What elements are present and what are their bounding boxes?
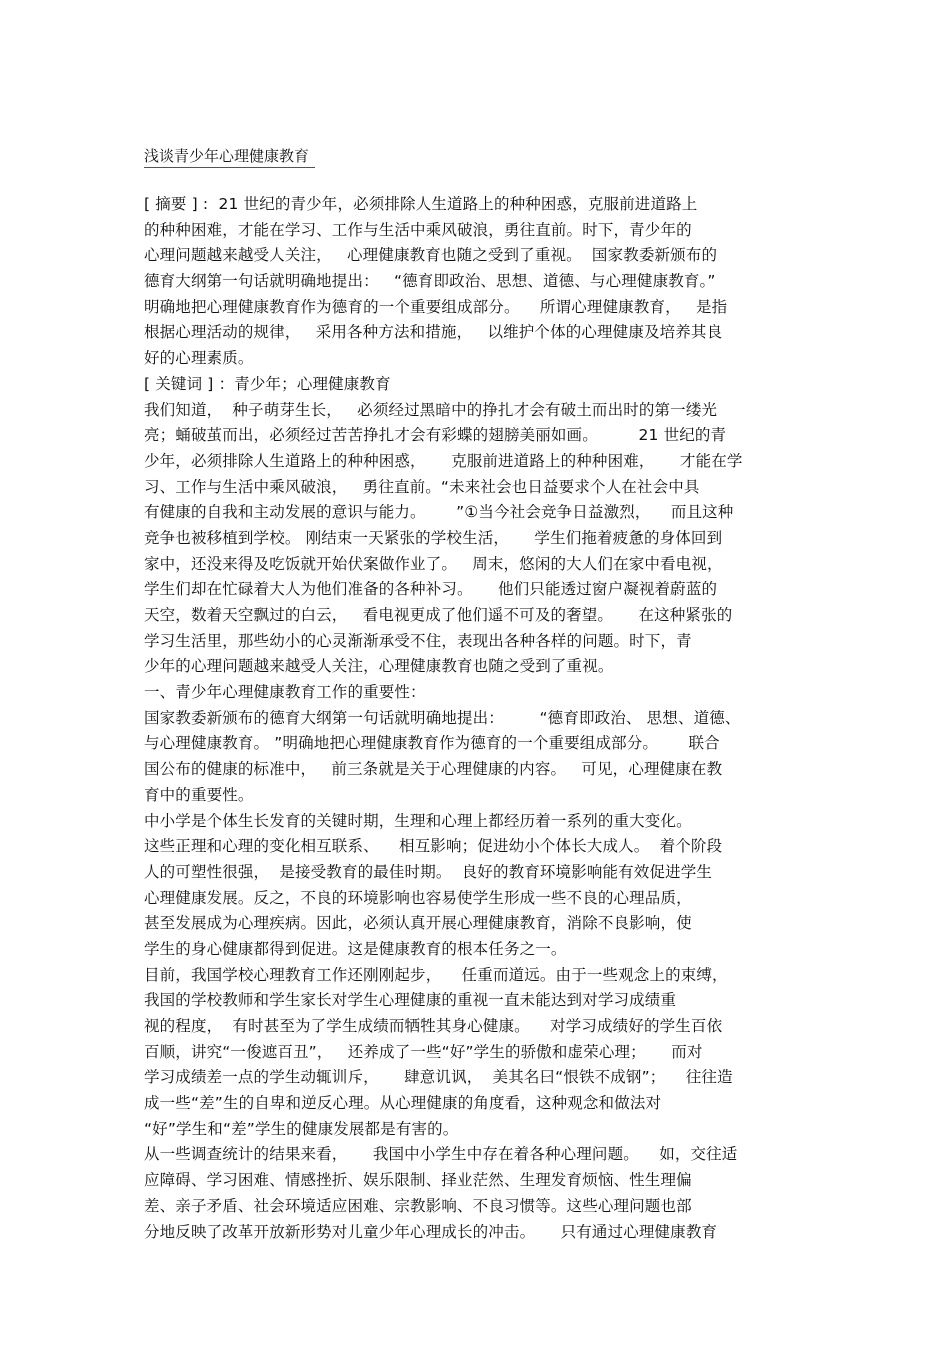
text-line: 我们知道， 种子萌芽生长， 必须经过黑暗中的挣扎才会有破土而出时的第一缕光: [144, 400, 718, 419]
text-line: 成一些“差”生的自卑和逆反心理。从心理健康的角度看，这种观念和做法对: [144, 1094, 662, 1113]
text-line: 国公布的健康的标准中， 前三条就是关于心理健康的内容。 可见，心理健康在教: [144, 760, 723, 779]
text-line: 一、青少年心理健康教育工作的重要性：: [144, 683, 426, 702]
text-line: 学习成绩差一点的学生动辄训斥， 肆意讥讽， 美其名曰“恨铁不成钢”； 往往造: [144, 1068, 733, 1087]
text-line: 学习生活里，那些幼小的心灵渐渐承受不住，表现出各种各样的问题。时下，青: [144, 631, 692, 650]
text-line: 这些正理和心理的变化相互联系、 相互影响；促进幼小个体长大成人。 着个阶段: [144, 837, 723, 856]
text-line: 人的可塑性很强， 是接受教育的最佳时期。 良好的教育环境影响能有效促进学生: [144, 862, 713, 881]
text-line: [ 关键词 ] ：青少年；心理健康教育: [144, 374, 391, 393]
text-line: 学生的身心健康都得到促进。这是健康教育的根本任务之一。: [144, 939, 567, 958]
text-line: 家中，还没来得及吃饭就开始伏案做作业了。 周末，悠闲的大人们在家中看电视，: [144, 554, 723, 573]
text-line: 的种种困难，才能在学习、工作与生活中乘风破浪，勇往直前。时下，青少年的: [144, 220, 692, 239]
text-line: 与心理健康教育。 ”明确地把心理健康教育作为德育的一个重要组成部分。 联合: [144, 734, 720, 753]
text-line: 习、工作与生活中乘风破浪， 勇往直前。“未来社会也日益要求个人在社会中具: [144, 477, 700, 496]
text-line: 亮；蛹破茧而出，必须经过苦苦挣扎才会有彩蝶的翅膀美丽如画。 21 世纪的青: [144, 426, 727, 445]
text-line: 少年的心理问题越来越受人关注，心理健康教育也随之受到了重视。: [144, 657, 614, 676]
text-line: 我国的学校教师和学生家长对学生心理健康的重视一直未能达到对学习成绩重: [144, 991, 677, 1010]
text-line: 有健康的自我和主动发展的意识与能力。 ”①当今社会竞争日益激烈， 而且这种: [144, 503, 734, 522]
document-body: [144, 192, 824, 1245]
text-line: 明确地把心理健康教育作为德育的一个重要组成部分。 所谓心理健康教育， 是指: [144, 297, 728, 316]
text-line: “好”学生和“差”学生的健康发展都是有害的。: [144, 1119, 459, 1138]
text-line: 甚至发展成为心理疾病。因此，必须认真开展心理健康教育，消除不良影响，使: [144, 914, 692, 933]
text-line: 心理问题越来越受人关注， 心理健康教育也随之受到了重视。 国家教委新颁布的: [144, 246, 718, 265]
text-line: 视的程度， 有时甚至为了学生成绩而牺牲其身心健康。 对学习成绩好的学生百依: [144, 1017, 723, 1035]
text-line: 竞争也被移植到学校。 刚结束一天紧张的学校生活， 学生们拖着疲惫的身体回到: [144, 528, 723, 547]
document-title: 浅谈青少年心理健康教育: [144, 146, 315, 168]
text-line: [ 摘要 ] : 21 世纪的青少年，必须排除人生道路上的种种困惑，克服前进道路上: [144, 195, 698, 213]
text-line: 心理健康发展。反之，不良的环境影响也容易使学生形成一些不良的心理品质，: [144, 888, 692, 907]
text-line: 目前，我国学校心理教育工作还刚刚起步， 任重而道远。由于一些观念上的束缚，: [144, 965, 728, 984]
text-line: 从一些调查统计的结果来看， 我国中小学生中存在着各种心理问题。 如，交往适: [144, 1145, 738, 1164]
text-line: 差、亲子矛盾、社会环境适应困难、宗教影响、不良习惯等。这些心理问题也部: [144, 1196, 692, 1215]
text-line: 学生们却在忙碌着大人为他们准备的各种补习。 他们只能透过窗户凝视着蔚蓝的: [144, 580, 718, 599]
text-line: 好的心理素质。: [144, 349, 254, 368]
text-line: 少年，必须排除人生道路上的种种困惑， 克服前进道路上的种种困难， 才能在学: [144, 451, 743, 470]
text-line: 国家教委新颁布的德育大纲第一句话就明确地提出： “德育即政治、 思想、道德、: [144, 708, 741, 727]
text-line: 应障碍、学习困难、情感挫折、娱乐限制、择业茫然、生理发育烦恼、性生理偏: [144, 1171, 692, 1190]
text-line: 根据心理活动的规律， 采用各种方法和措施， 以维护个体的心理健康及培养其良: [144, 323, 723, 342]
text-line: 分地反映了改革开放新形势对儿童少年心理成长的冲击。 只有通过心理健康教育: [144, 1222, 718, 1241]
text-line: 育中的重要性。: [144, 785, 254, 804]
text-line: 中小学是个体生长发育的关键时期，生理和心理上都经历着一系列的重大变化。: [144, 811, 692, 830]
text-line: 德育大纲第一句话就明确地提出： “德育即政治、思想、道德、与心理健康教育。”: [144, 272, 716, 291]
text-line: 天空，数着天空飘过的白云， 看电视更成了他们遥不可及的奢望。 在这种紧张的: [144, 606, 733, 624]
text-line: 百顺，讲究“一俊遮百丑”， 还养成了一些“好”学生的骄傲和虚荣心理； 而对: [144, 1042, 703, 1061]
